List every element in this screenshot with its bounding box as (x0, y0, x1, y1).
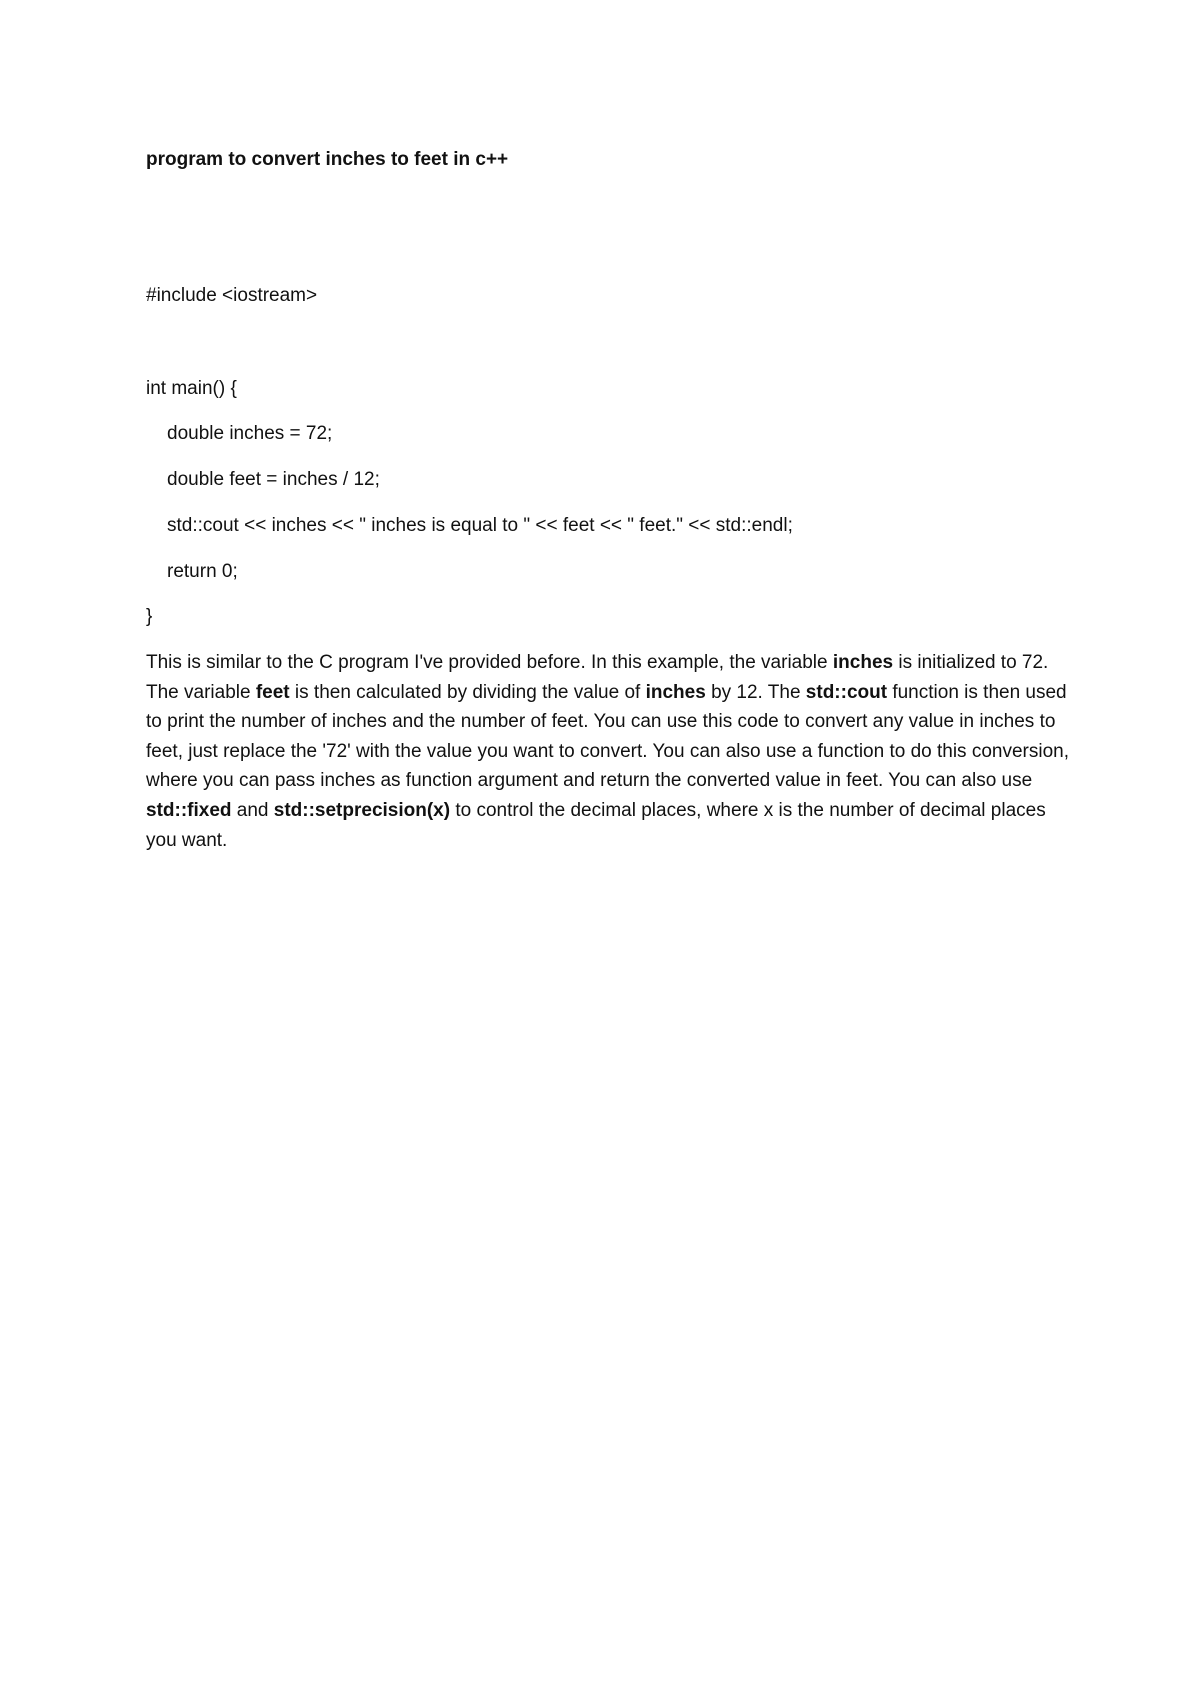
paragraph-bold-term: std::cout (805, 681, 888, 703)
code-line-return: return 0; (167, 561, 238, 582)
code-line-feet: double feet = inches / 12; (167, 469, 380, 490)
paragraph-text: to control the decimal places, where x is the number of decimal places you want. (146, 799, 1046, 851)
paragraph-text: function is then used to print the number of inches and the number of feet. You can use this code to convert any value in inches to feet, just replace the '72' with the value you want to convert. You can also use a function to do this conversion, where you can pass inches as function argument and return the converted value in feet. You can also use (146, 681, 1069, 792)
document-title: program to convert inches to feet in c++ (146, 149, 509, 170)
paragraph-text: by 12. The (705, 681, 806, 703)
code-line-cout: std::cout << inches << " inches is equal to " << feet << " feet." << std::endl; (167, 515, 793, 536)
paragraph-text: is then calculated by dividing the value of (289, 681, 646, 703)
paragraph-text: and (231, 799, 274, 821)
code-include-line: #include <iostream> (146, 285, 318, 306)
code-main-open-line: int main() { (146, 378, 237, 399)
explanation-paragraph (146, 648, 1076, 855)
paragraph-bold-term: feet (255, 681, 290, 703)
paragraph-text: is initialized to 72. The variable (146, 652, 1049, 703)
paragraph-bold-term: inches (645, 681, 706, 703)
paragraph-bold-term: std::fixed (146, 799, 232, 821)
code-line-inches: double inches = 72; (167, 423, 333, 444)
code-main-close-line: } (146, 606, 153, 627)
paragraph-bold-term: inches (832, 652, 894, 673)
paragraph-text: This is similar to the C program I've provided before. In this example, the variable (146, 652, 833, 673)
paragraph-bold-term: std::setprecision(x) (273, 799, 451, 821)
